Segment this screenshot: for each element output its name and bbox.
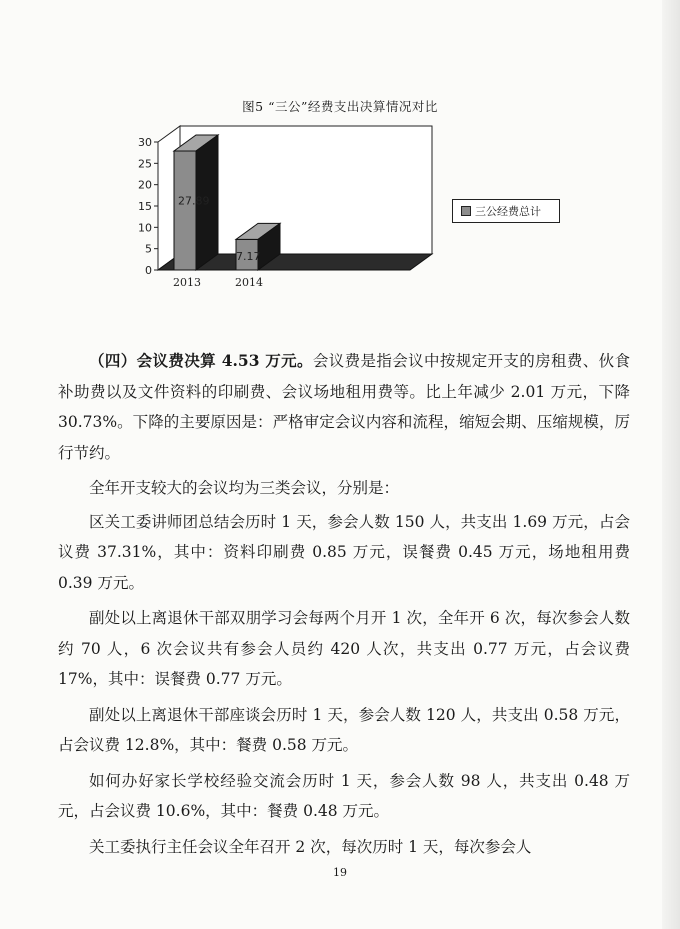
y-tick-label: 25 (138, 157, 152, 171)
bar-data-label: 7.17 (236, 250, 261, 263)
body-text (58, 346, 630, 867)
bar-data-label: 27.89 (178, 194, 210, 208)
bar-front (174, 151, 196, 270)
legend-swatch (461, 206, 471, 216)
y-tick-label: 5 (145, 242, 152, 256)
chart-x-labels (173, 276, 263, 289)
paragraph-meeting-1: 区关工委讲师团总结会历时 1 天，参会人数 150 人，共支出 1.69 万元，占会议费 37.31%，其中：资料印刷费 0.85 万元，误餐费 0.45 万元，场地租用费 0.39 万元。 (58, 512, 630, 592)
paragraph-meeting-3: 副处以上离退休干部座谈会历时 1 天，参会人数 120 人，共支出 0.58 万元，占会议费 12.8%，其中：餐费 0.58 万元。 (58, 705, 630, 754)
y-tick-label: 30 (138, 136, 152, 149)
paragraph-intro: 全年开支较大的会议均为三类会议，分别是： (89, 479, 400, 497)
legend-label: 三公经费总计 (475, 205, 541, 218)
y-tick-label: 10 (138, 221, 152, 235)
paragraph-meeting-5: 关工委执行主任会议全年召开 2 次，每次历时 1 天，每次参会人 (89, 837, 532, 856)
paragraph-meeting-2: 副处以上离退休干部双朋学习会每两个月开 1 次，全年开 6 次，每次参会人数约 70 人，6 次会议共有参会人员约 420 人次，共支出 0.77 万元，占会议费 17%，其中：误餐费 0.77 万元。 (58, 609, 630, 688)
x-category-label: 2013 (173, 276, 201, 289)
chart-legend (452, 199, 560, 223)
x-category-label: 2014 (235, 276, 263, 289)
paragraph-meeting-fee-text: 会议费是指会议中按规定开支的房租费、伙食补助费以及文件资料的印刷费、会议场地租用费等。比上年减少 2.01 万元，下降 30.73%。下降的主要原因是：严格审定会议内容和流程，缩短会期、压缩规模，厉行节约。 (58, 352, 630, 462)
section-heading: （四）会议费决算 4.53 万元。 (89, 351, 313, 370)
bar-chart (0, 0, 680, 300)
y-tick-label: 15 (138, 200, 152, 213)
y-tick-label: 0 (145, 264, 152, 277)
chart-title: 图5 “三公”经费支出决算情况对比 (242, 99, 438, 114)
page-number: 19 (333, 866, 347, 879)
chart-y-ticks (138, 136, 158, 277)
paragraph-meeting-4: 如何办好家长学校经验交流会历时 1 天，参会人数 98 人，共支出 0.48 万元，占会议费 10.6%，其中：餐费 0.48 万元。 (58, 771, 630, 820)
paragraph-meeting-fee (58, 346, 630, 468)
y-tick-label: 20 (138, 178, 152, 192)
